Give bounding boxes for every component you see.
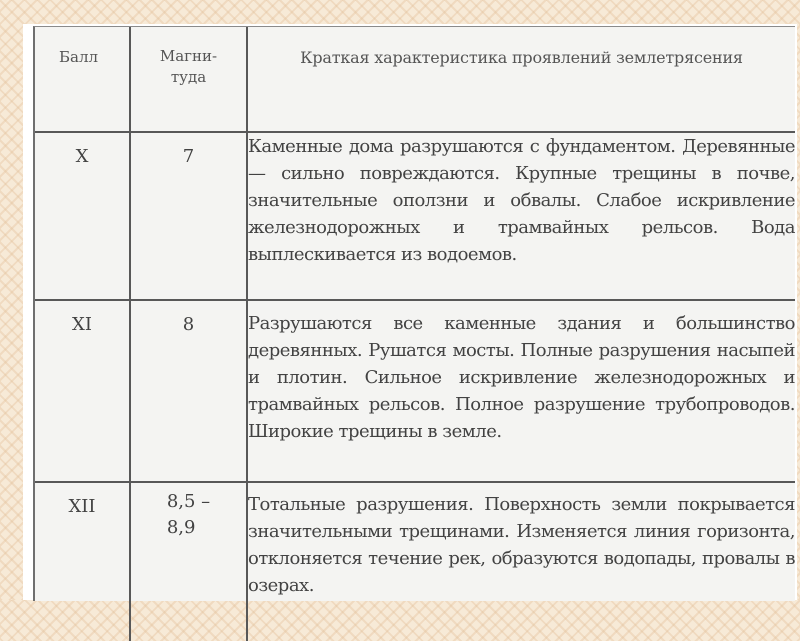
- magnitude-cell: [130, 300, 247, 482]
- earthquake-intensity-table: [35, 27, 795, 641]
- magnitude-value: 8,5 – 8,9: [166, 491, 211, 538]
- magnitude-value: 8: [182, 314, 195, 335]
- header-score-label: Балл: [59, 48, 99, 66]
- header-description: [247, 27, 795, 132]
- magnitude-value: 7: [182, 146, 195, 167]
- header-magnitude-label: Магни- туда: [159, 47, 218, 86]
- magnitude-cell: [130, 482, 247, 641]
- score-cell: [35, 132, 130, 300]
- header-description-label: Краткая характеристика проявлений землетрясения: [300, 48, 743, 67]
- magnitude-cell: [130, 132, 247, 300]
- score-cell: [35, 482, 130, 641]
- slide-frame: [23, 24, 797, 600]
- table-row: [35, 482, 795, 641]
- header-score: [35, 27, 130, 132]
- description-cell: Тотальные разрушения. Поверхность земли покрывается значительными трещинами. Изменяется линия горизонта, отклоняется течение рек, образуются водопады, провалы в озерах.: [248, 494, 795, 596]
- score-value: XI: [72, 314, 92, 335]
- table-header-row: [35, 27, 795, 132]
- table-row: [35, 132, 795, 300]
- score-cell: [35, 300, 130, 482]
- table-row: [35, 300, 795, 482]
- header-magnitude: [130, 27, 247, 132]
- description-cell: Разрушаются все каменные здания и большинство деревянных. Рушатся мосты. Полные разрушения насыпей и плотин. Сильное искривление железнодорожных и трамвайных рельсов. Полное разрушение трубопроводов. Широкие трещины в земле.: [247, 300, 795, 482]
- scanned-table-image: [33, 26, 795, 601]
- score-value: X: [75, 146, 89, 167]
- score-value: XII: [68, 496, 96, 517]
- description-cell: Каменные дома разрушаются с фундаментом. Деревянные — сильно повреждаются. Крупные трещины в почве, значительные оползни и обвалы. Слабое искривление железнодорожных и трамвайных рельсов. Вода выплескивается из водоемов.: [247, 132, 795, 300]
